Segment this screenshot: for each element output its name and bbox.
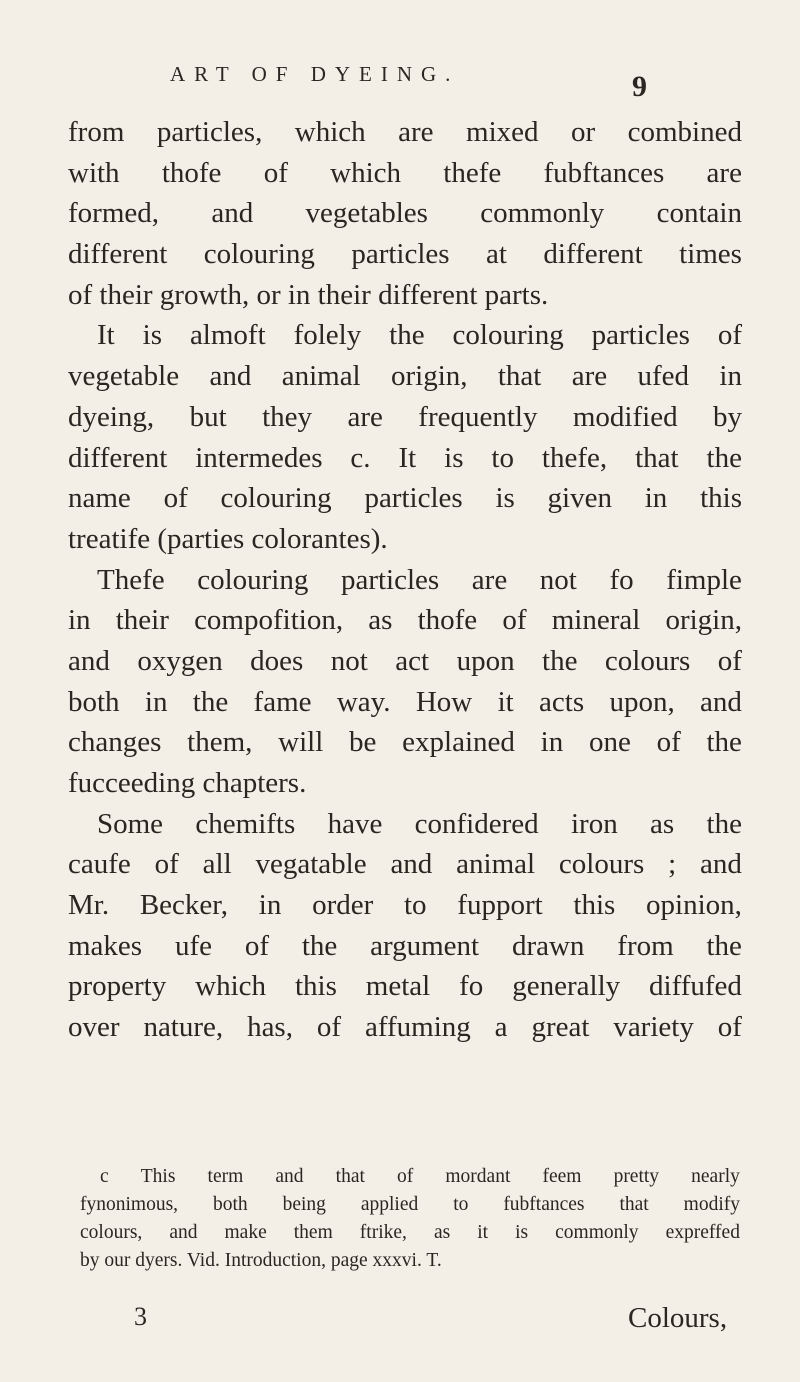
text-line: and oxygen does not act upon the colours of	[68, 644, 742, 677]
signature-mark: 3	[134, 1302, 147, 1331]
footnote-line: fynonimous, both being applied to fubftances that modify	[80, 1194, 740, 1215]
footnote-line: c This term and that of mordant feem pretty nearly	[100, 1166, 740, 1187]
page-number: 9	[632, 70, 647, 103]
running-head	[0, 62, 800, 102]
text-line: makes ufe of the argument drawn from the	[68, 929, 742, 962]
text-line: caufe of all vegatable and animal colours ; and	[68, 848, 742, 881]
text-line: with thofe of which thefe fubftances are	[68, 156, 742, 189]
text-line: of their growth, or in their different parts.	[68, 278, 549, 311]
text-line: in their compofition, as thofe of mineral origin,	[68, 604, 742, 637]
text-line: Some chemifts have confidered iron as the	[97, 807, 742, 840]
text-line: formed, and vegetables commonly contain	[68, 197, 742, 230]
text-line: over nature, has, of affuming a great variety of	[68, 1011, 742, 1044]
text-line: different intermedes c. It is to thefe, that the	[68, 441, 742, 474]
text-line: dyeing, but they are frequently modified by	[68, 400, 742, 433]
footnote-line: by our dyers. Vid. Introduction, page xxxvi. T.	[80, 1250, 442, 1271]
text-line: vegetable and animal origin, that are ufed in	[68, 360, 742, 393]
text-line: property which this metal fo generally diffufed	[68, 970, 742, 1003]
text-line: It is almoft folely the colouring particles of	[97, 319, 742, 352]
footnote	[80, 1163, 740, 1275]
text-line: both in the fame way. How it acts upon, and	[68, 685, 742, 718]
text-line: Mr. Becker, in order to fupport this opinion,	[68, 889, 742, 922]
text-line: changes them, will be explained in one of the	[68, 726, 742, 759]
text-line: different colouring particles at different times	[68, 238, 742, 271]
text-line: name of colouring particles is given in this	[68, 482, 742, 515]
text-line: treatife (parties colorantes).	[68, 522, 388, 555]
text-line: Thefe colouring particles are not fo fimple	[97, 563, 742, 596]
text-line: from particles, which are mixed or combined	[68, 116, 742, 148]
catchword: Colours,	[628, 1302, 728, 1334]
text-line: fucceeding chapters.	[68, 767, 307, 799]
body-text	[68, 112, 742, 1048]
running-title: ART OF DYEING.	[170, 62, 460, 86]
footnote-line: colours, and make them ftrike, as it is commonly expreffed	[80, 1222, 740, 1243]
